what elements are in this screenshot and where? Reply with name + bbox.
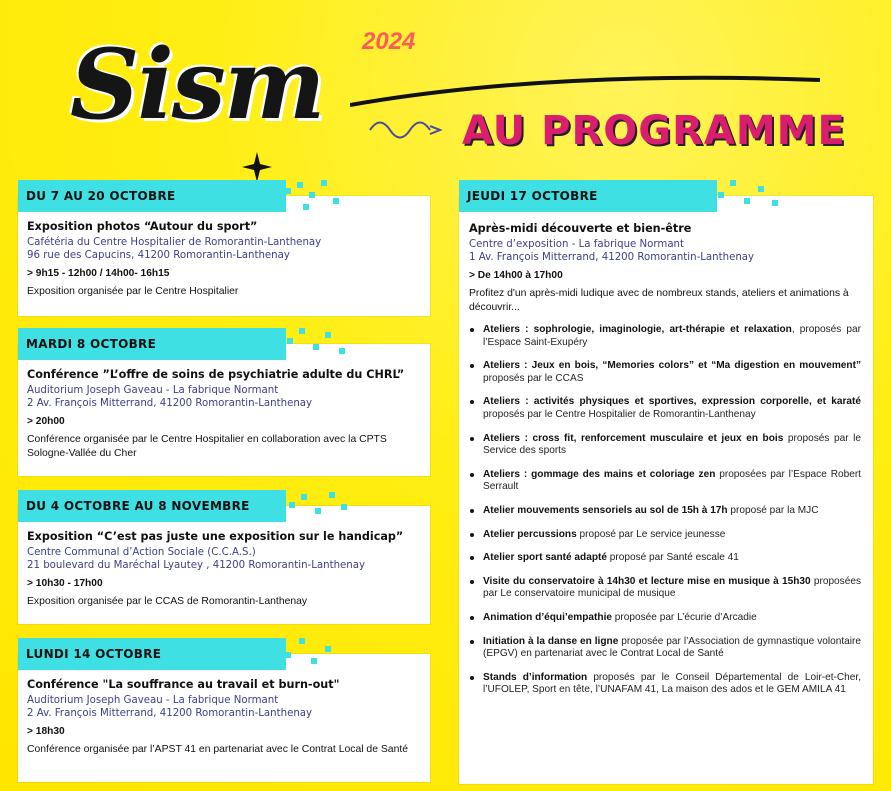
- event-date: MARDI 8 OCTOBRE: [26, 337, 157, 351]
- list-item: [469, 672, 861, 697]
- list-item: [469, 469, 861, 494]
- activity-list: [469, 324, 861, 697]
- list-item: [469, 433, 861, 458]
- item-title: Atelier mouvements sensoriels au sol de 15h à 17h: [483, 504, 728, 516]
- event-title: Conférence "La souffrance au travail et burn-out": [27, 678, 340, 691]
- event-card-3: [18, 499, 430, 624]
- event-title: Exposition photos “Autour du sport”: [27, 220, 258, 233]
- event-date: DU 4 OCTOBRE AU 8 NOVEMBRE: [26, 499, 250, 513]
- event-title: Conférence ”L’offre de soins de psychiatrie adulte du CHRL”: [27, 368, 405, 381]
- item-title: Stands d’information: [483, 671, 588, 683]
- pixel-decoration: [273, 636, 353, 672]
- pixel-decoration: [273, 326, 353, 362]
- list-item: [469, 396, 861, 421]
- item-detail: proposées par l’Espace Robert Serrault: [483, 468, 861, 493]
- list-item: [469, 505, 861, 518]
- event-title: Après-midi découverte et bien-être: [469, 222, 692, 235]
- event-place: Centre d’exposition - La fabrique Normant: [469, 239, 685, 250]
- item-detail: proposée par l’Association de gymnastique volontaire (EPGV) en partenariat avec le Contrat Local de Santé: [483, 635, 861, 660]
- item-title: Ateliers : activités physiques et sportives, expression corporelle, et karaté: [483, 396, 861, 408]
- item-detail: , proposés par l’Espace Saint-Exupéry: [483, 324, 861, 348]
- event-date-header: [18, 328, 286, 360]
- event-description: Conférence organisée par l’APST 41 en partenariat avec le Contrat Local de Santé: [27, 744, 409, 755]
- event-card-2: [18, 337, 430, 476]
- event-date: LUNDI 14 OCTOBRE: [26, 647, 162, 661]
- sism-logo: Sism: [70, 28, 324, 141]
- event-address: 2 Av. François Mitterrand, 41200 Romorantin-Lanthenay: [27, 708, 313, 719]
- spark-icon: [242, 152, 272, 182]
- list-item: [469, 360, 861, 385]
- item-title: Initiation à la danse en ligne: [483, 635, 619, 647]
- item-title: Ateliers : sophrologie, imaginologie, art-thérapie et relaxation: [483, 324, 792, 335]
- list-item: [469, 636, 861, 661]
- list-item: [469, 552, 861, 565]
- item-detail: proposée par L’écurie d’Arcadie: [612, 611, 757, 623]
- item-detail: proposé par la MJC: [727, 504, 819, 516]
- event-card-1: [18, 189, 430, 316]
- item-title: Ateliers : cross fit, renforcement musculaire et jeux en bois: [483, 432, 784, 444]
- event-place: Auditorium Joseph Gaveau - La fabrique Normant: [27, 695, 279, 706]
- item-title: Atelier percussions: [483, 528, 577, 540]
- pixel-decoration: [704, 178, 784, 214]
- event-address: 21 boulevard du Maréchal Lyautey , 41200 Romorantin-Lanthenay: [27, 560, 366, 571]
- event-date: DU 7 AU 20 OCTOBRE: [26, 189, 176, 203]
- event-address: 2 Av. François Mitterrand, 41200 Romorantin-Lanthenay: [27, 398, 313, 409]
- event-hours: > 18h30: [27, 726, 65, 737]
- event-date-header: [18, 490, 286, 522]
- event-hours: > 9h15 - 12h00 / 14h00- 16h15: [27, 268, 170, 279]
- event-place: Auditorium Joseph Gaveau - La fabrique Normant: [27, 385, 279, 396]
- event-date: JEUDI 17 OCTOBRE: [467, 189, 598, 203]
- item-detail: proposées par Le conservatoire municipal de musique: [483, 575, 861, 600]
- item-detail: proposés par le Service des sports: [483, 432, 861, 457]
- event-date-header: [18, 180, 286, 212]
- event-hours: > 20h00: [27, 416, 65, 427]
- event-title: Exposition “C’est pas juste une exposition sur le handicap”: [27, 530, 404, 543]
- list-item: [469, 324, 861, 349]
- event-address: 96 rue des Capucins, 41200 Romorantin-Lanthenay: [27, 250, 290, 261]
- item-title: Ateliers : Jeux en bois, “Memories colors” et “Ma digestion en mouvement”: [483, 360, 861, 372]
- list-item: [469, 576, 861, 601]
- list-item: [469, 529, 861, 542]
- item-detail: proposés par le Centre Hospitalier de Romorantin-Lanthenay: [483, 408, 756, 420]
- event-date-header: [18, 638, 286, 670]
- pixel-decoration: [273, 178, 353, 214]
- item-detail: proposé par Santé escale 41: [606, 552, 739, 564]
- program-title: AU PROGRAMME: [462, 108, 846, 154]
- item-detail: proposés par le Conseil Départemental de Loir-et-Cher, l’UFOLEP, Sport en tête, l’UNAFAM 41, La maison des ados et le GEM AMILA 41: [483, 671, 862, 696]
- event-date-header: [459, 180, 717, 212]
- item-title: Animation d’équi’empathie: [483, 611, 612, 623]
- pixel-decoration: [273, 488, 353, 524]
- year-label: 2024: [362, 28, 416, 55]
- event-place: Cafétéria du Centre Hospitalier de Romorantin-Lanthenay: [27, 237, 322, 248]
- list-item: [469, 612, 861, 625]
- item-title: Ateliers : gommage des mains et coloriage zen: [483, 468, 716, 480]
- event-address: 1 Av. François Mitterrand, 41200 Romorantin-Lanthenay: [469, 252, 755, 263]
- event-hours: > 10h30 - 17h00: [27, 578, 103, 589]
- item-title: Visite du conservatoire à 14h30 et lecture mise en musique à 15h30: [483, 575, 811, 587]
- item-detail: proposés par le CCAS: [483, 372, 584, 384]
- event-place: Centre Communal d’Action Sociale (C.C.A.S.): [27, 547, 256, 558]
- item-title: Atelier sport santé adapté: [483, 552, 607, 564]
- event-card-4: [18, 647, 430, 782]
- event-card-jeudi: [459, 189, 873, 784]
- event-intro: Profitez d'un après-midi ludique avec de nombreux stands, ateliers et animations à découvrir...: [469, 288, 849, 313]
- event-description: Exposition organisée par le Centre Hospitalier: [27, 286, 239, 297]
- event-description: Exposition organisée par le CCAS de Romorantin-Lanthenay: [27, 596, 308, 607]
- item-detail: proposé par Le service jeunesse: [576, 528, 726, 540]
- event-description: Conférence organisée par le Centre Hospitalier en collaboration avec la CPTS Sologne-Vallée du Cher: [27, 434, 387, 459]
- event-hours: > De 14h00 à 17h00: [469, 270, 563, 281]
